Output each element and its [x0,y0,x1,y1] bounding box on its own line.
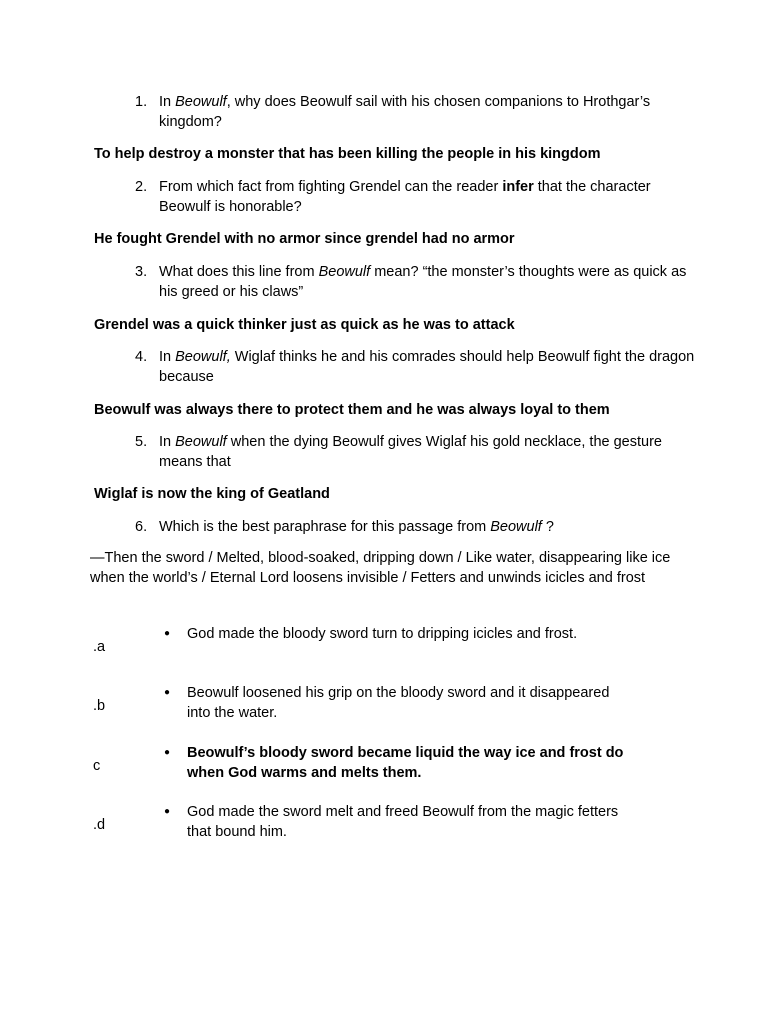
question-text: In Beowulf, Wiglaf thinks he and his comrades should help Beowulf fight the dragon because [159,349,695,385]
question-number: 6. [135,519,148,535]
bullet-icon: ● [164,806,171,817]
bullet-icon: ● [164,687,171,698]
option-d [164,802,634,842]
question-3 [135,262,695,302]
option-text: God made the bloody sword turn to dripping icicles and frost. [187,626,578,642]
book-title: Beowulf [175,434,227,450]
option-letter-c: c [93,758,101,774]
book-title: Beowulf [490,519,542,535]
question-number: 1. [135,94,148,110]
option-b [164,683,634,723]
option-c-selected [164,743,634,783]
answer-2: He fought Grendel with no armor since grendel had no armor [94,231,515,247]
question-5 [135,432,695,472]
question-text: In Beowulf when the dying Beowulf gives Wiglaf his gold necklace, the gesture means that [159,434,662,470]
answer-5: Wiglaf is now the king of Geatland [94,486,330,502]
answer-4: Beowulf was always there to protect them and he was always loyal to them [94,402,610,418]
question-number: 4. [135,349,148,365]
question-6 [135,517,695,537]
question-4 [135,347,695,387]
option-letter-a: .a [93,639,106,655]
book-title: Beowulf, [175,349,231,365]
option-a [164,624,634,644]
question-text: Which is the best paraphrase for this passage from Beowulf ? [159,519,554,535]
book-title: Beowulf [318,264,371,280]
bullet-icon: ● [164,747,171,758]
answer-3: Grendel was a quick thinker just as quick as he was to attack [94,317,515,333]
answer-1: To help destroy a monster that has been killing the people in his kingdom [94,146,601,162]
option-text: Beowulf’s bloody sword became liquid the way ice and frost do when God warms and melts them. [187,745,624,781]
question-number: 3. [135,264,148,280]
question-1 [135,92,695,132]
question-text: In Beowulf, why does Beowulf sail with his chosen companions to Hrothgar’s kingdom? [159,94,651,130]
question-text: From which fact from fighting Grendel can the reader infer that the character Beowulf is honorable? [159,179,651,215]
question-2 [135,177,695,217]
option-letter-b: .b [93,698,106,714]
option-text: God made the sword melt and freed Beowulf from the magic fetters that bound him. [187,804,619,840]
quoted-passage: —Then the sword / Melted, blood-soaked, dripping down / Like water, disappearing like ice when the world’s / Eternal Lord loosens invisible / Fetters and unwinds icicles and frost [90,550,671,586]
question-number: 5. [135,434,148,450]
question-text: What does this line from Beowulf mean? “the monster’s thoughts were as quick as his greed or his claws” [159,264,687,300]
option-text: Beowulf loosened his grip on the bloody sword and it disappeared into the water. [187,685,610,721]
book-title: Beowulf [175,94,227,110]
question-number: 2. [135,179,148,195]
bullet-icon: ● [164,628,171,639]
emphasis-word: infer [502,179,534,195]
option-letter-d: .d [93,817,106,833]
